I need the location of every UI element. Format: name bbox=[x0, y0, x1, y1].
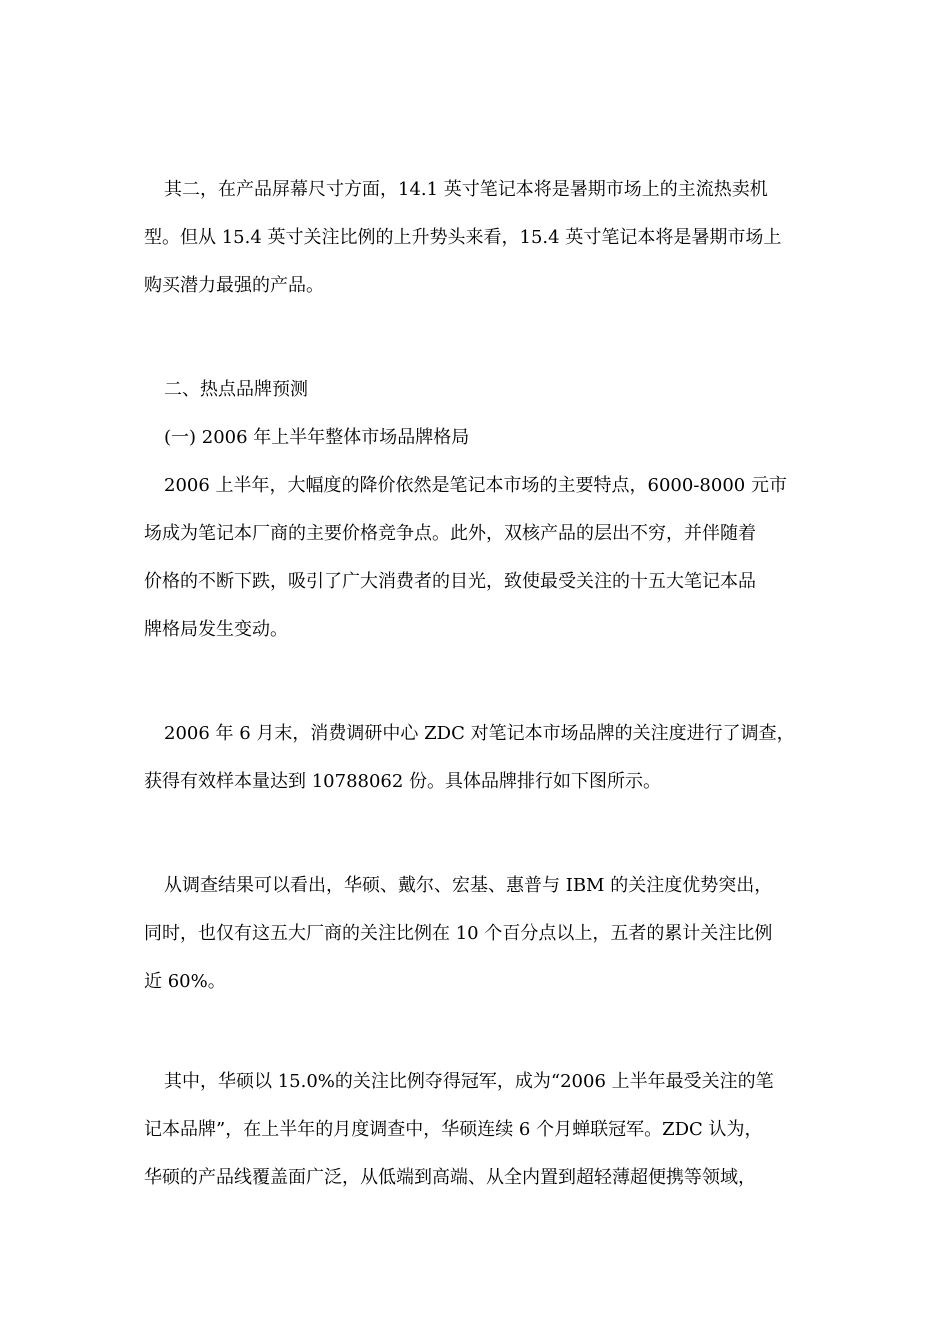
paragraph-line: 近 60%。 bbox=[144, 971, 226, 992]
paragraph-line: 从调查结果可以看出，华硕、戴尔、宏基、惠普与 IBM 的关注度优势突出， bbox=[164, 875, 773, 896]
paragraph-line: 华硕的产品线覆盖面广泛，从低端到高端、从全内置到超轻薄超便携等领域， bbox=[144, 1167, 756, 1188]
subheading-text: (一) 2006 年上半年整体市场品牌格局 bbox=[164, 427, 470, 448]
paragraph-line: 购买潜力最强的产品。 bbox=[144, 275, 324, 296]
paragraph-line: 其中，华硕以 15.0%的关注比例夺得冠军，成为“2006 上半年最受关注的笔 bbox=[164, 1071, 774, 1092]
paragraph-line: 场成为笔记本厂商的主要价格竞争点。此外，双核产品的层出不穷，并伴随着 bbox=[144, 523, 756, 544]
paragraph-line: 记本品牌”，在上半年的月度调查中，华硕连续 6 个月蝉联冠军。ZDC 认为， bbox=[144, 1119, 763, 1140]
paragraph-line: 型。但从 15.4 英寸关注比例的上升势头来看，15.4 英寸笔记本将是暑期市场上 bbox=[144, 227, 782, 248]
paragraph-screen-size bbox=[144, 166, 808, 310]
paragraph-line: 其二，在产品屏幕尺寸方面，14.1 英寸笔记本将是暑期市场上的主流热卖机 bbox=[164, 179, 768, 200]
paragraph-line: 获得有效样本量达到 10788062 份。具体品牌排行如下图所示。 bbox=[144, 771, 662, 792]
paragraph-line: 牌格局发生变动。 bbox=[144, 619, 288, 640]
paragraph-asus bbox=[144, 1058, 808, 1202]
paragraph-line: 2006 上半年，大幅度的降价依然是笔记本市场的主要特点，6000-8000 元市 bbox=[164, 475, 787, 496]
section-heading bbox=[144, 366, 808, 414]
paragraph-survey bbox=[144, 710, 808, 806]
paragraph-survey-results bbox=[144, 862, 808, 1006]
subsection-heading bbox=[144, 414, 808, 462]
paragraph-line: 2006 年 6 月末，消费调研中心 ZDC 对笔记本市场品牌的关注度进行了调查， bbox=[164, 723, 795, 744]
paragraph-line: 价格的不断下跌，吸引了广大消费者的目光，致使最受关注的十五大笔记本品 bbox=[144, 571, 756, 592]
heading-text: 二、热点品牌预测 bbox=[164, 379, 308, 400]
paragraph-line: 同时，也仅有这五大厂商的关注比例在 10 个百分点以上，五者的累计关注比例 bbox=[144, 923, 773, 944]
paragraph-market-overview bbox=[144, 462, 808, 654]
